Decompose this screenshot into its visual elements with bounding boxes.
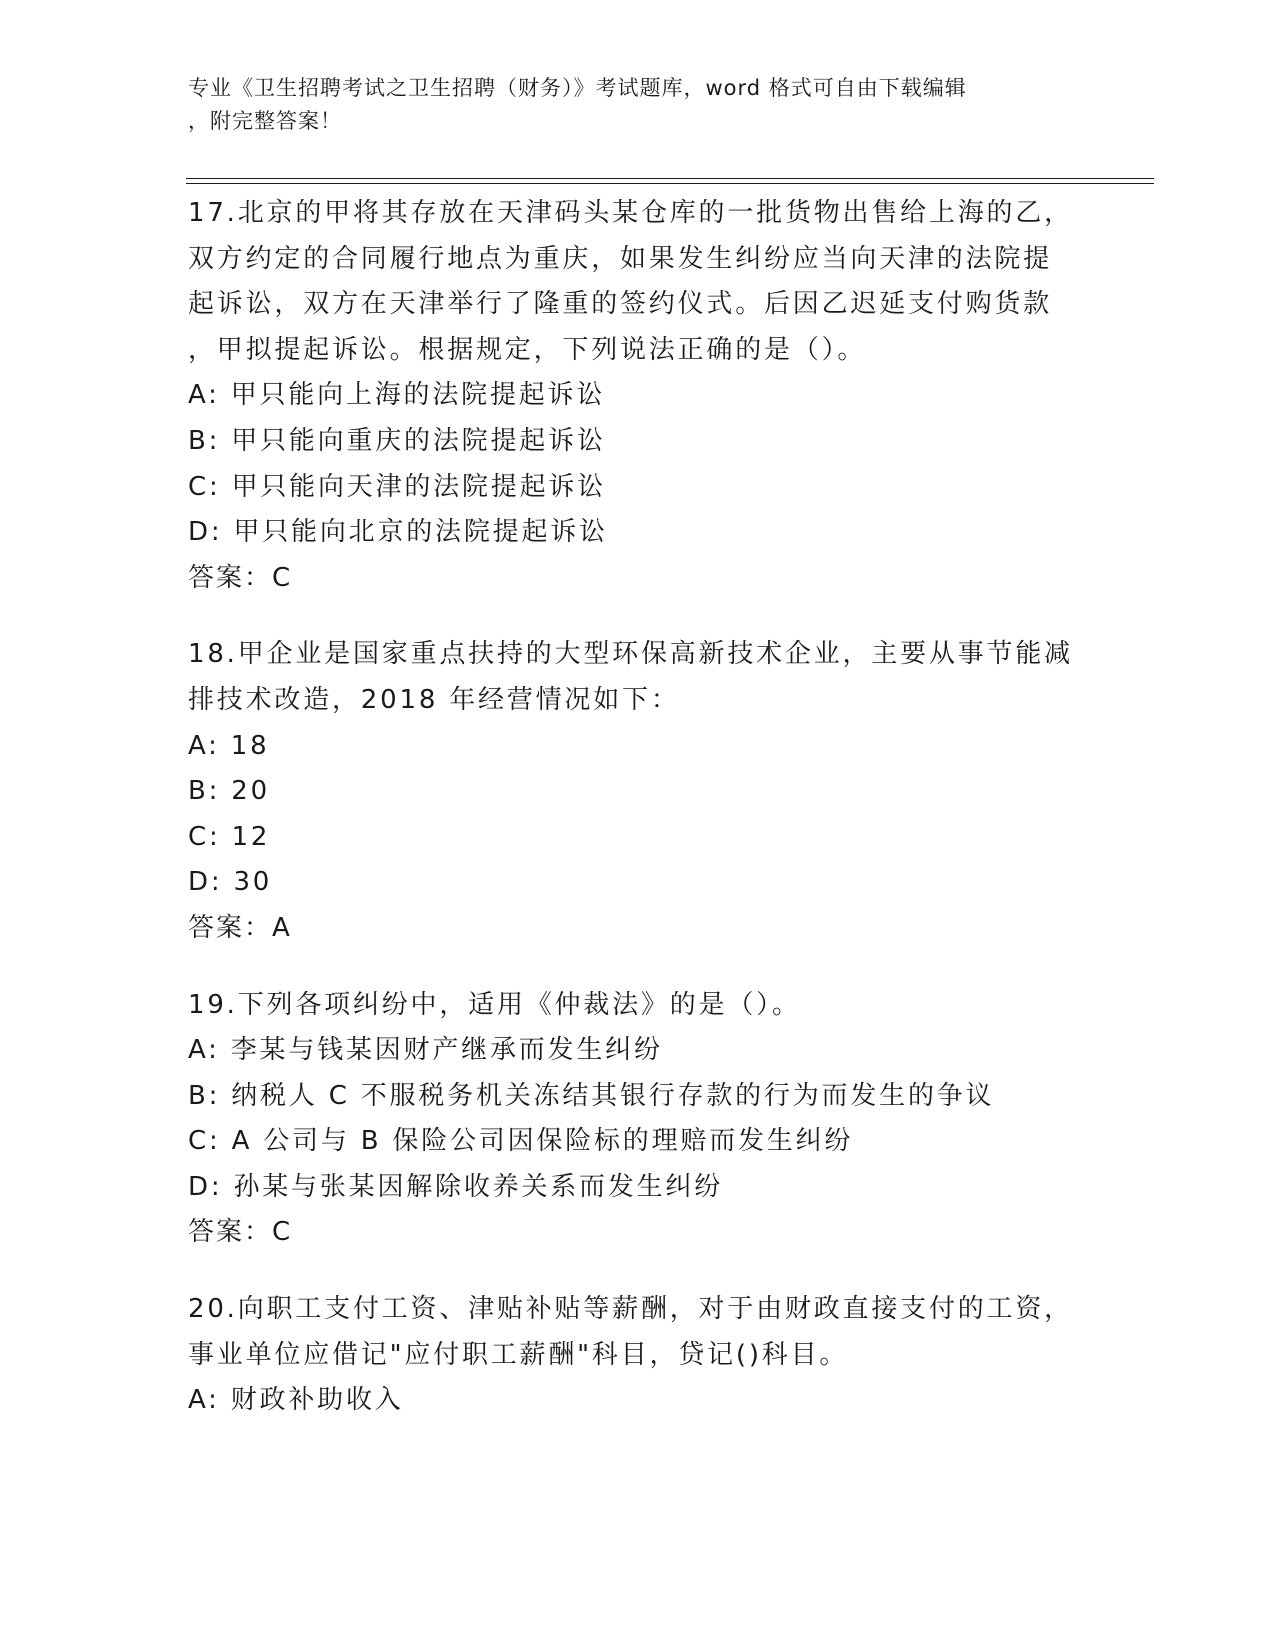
answer-line: 答案：A bbox=[188, 912, 292, 943]
question-stem-line: 起诉讼，双方在天津举行了隆重的签约仪式。后因乙迟延支付购货款 bbox=[188, 289, 1053, 320]
option-a: A: 18 bbox=[188, 730, 270, 761]
question-17 bbox=[188, 191, 1088, 601]
question-stem-line: 20.向职工支付工资、津贴补贴等薪酬，对于由财政直接支付的工资， bbox=[188, 1294, 1073, 1325]
header-rule-top bbox=[186, 178, 1154, 179]
option-a: A: 甲只能向上海的法院提起诉讼 bbox=[188, 380, 606, 411]
option-c: C: 甲只能向天津的法院提起诉讼 bbox=[188, 471, 606, 502]
question-19 bbox=[188, 983, 1088, 1257]
question-stem-line: 19.下列各项纠纷中，适用《仲裁法》的是（）。 bbox=[188, 989, 801, 1020]
option-b: B: 纳税人 C 不服税务机关冻结其银行存款的行为而发生的争议 bbox=[188, 1080, 995, 1111]
option-d: D: 甲只能向北京的法院提起诉讼 bbox=[188, 517, 608, 548]
question-stem-line: 排技术改造，2018 年经营情况如下： bbox=[188, 684, 680, 715]
option-c: C: 12 bbox=[188, 821, 271, 852]
option-c: C: A 公司与 B 保险公司因保险标的理赔而发生纠纷 bbox=[188, 1126, 854, 1157]
document-header bbox=[188, 72, 1088, 138]
question-list bbox=[188, 191, 1088, 1455]
option-d: D: 30 bbox=[188, 867, 273, 898]
question-stem-line: 双方约定的合同履行地点为重庆，如果发生纠纷应当向天津的法院提 bbox=[188, 243, 1053, 274]
question-stem-line: 17.北京的甲将其存放在天津码头某仓库的一批货物出售给上海的乙， bbox=[188, 198, 1073, 228]
answer-line: 答案：C bbox=[188, 562, 293, 593]
option-d: D: 孙某与张某因解除收养关系而发生纠纷 bbox=[188, 1171, 724, 1202]
option-b: B: 甲只能向重庆的法院提起诉讼 bbox=[188, 425, 606, 456]
header-line-1: 专业《卫生招聘考试之卫生招聘（财务）》考试题库，word 格式可自由下载编辑 bbox=[188, 76, 967, 100]
header-rule-bottom bbox=[186, 183, 1154, 184]
question-stem-line: 18.甲企业是国家重点扶持的大型环保高新技术企业，主要从事节能减 bbox=[188, 639, 1073, 670]
question-stem-line: ，甲拟提起诉讼。根据规定，下列说法正确的是（）。 bbox=[188, 334, 867, 365]
question-20 bbox=[188, 1287, 1088, 1424]
question-18 bbox=[188, 632, 1088, 951]
option-b: B: 20 bbox=[188, 776, 270, 807]
option-a: A: 李某与钱某因财产继承而发生纠纷 bbox=[188, 1035, 663, 1066]
header-line-2: ，附完整答案！ bbox=[188, 109, 342, 133]
option-a: A: 财政补助收入 bbox=[188, 1385, 404, 1416]
question-stem-line: 事业单位应借记"应付职工薪酬"科目，贷记()科目。 bbox=[188, 1339, 849, 1370]
answer-line: 答案：C bbox=[188, 1217, 293, 1248]
